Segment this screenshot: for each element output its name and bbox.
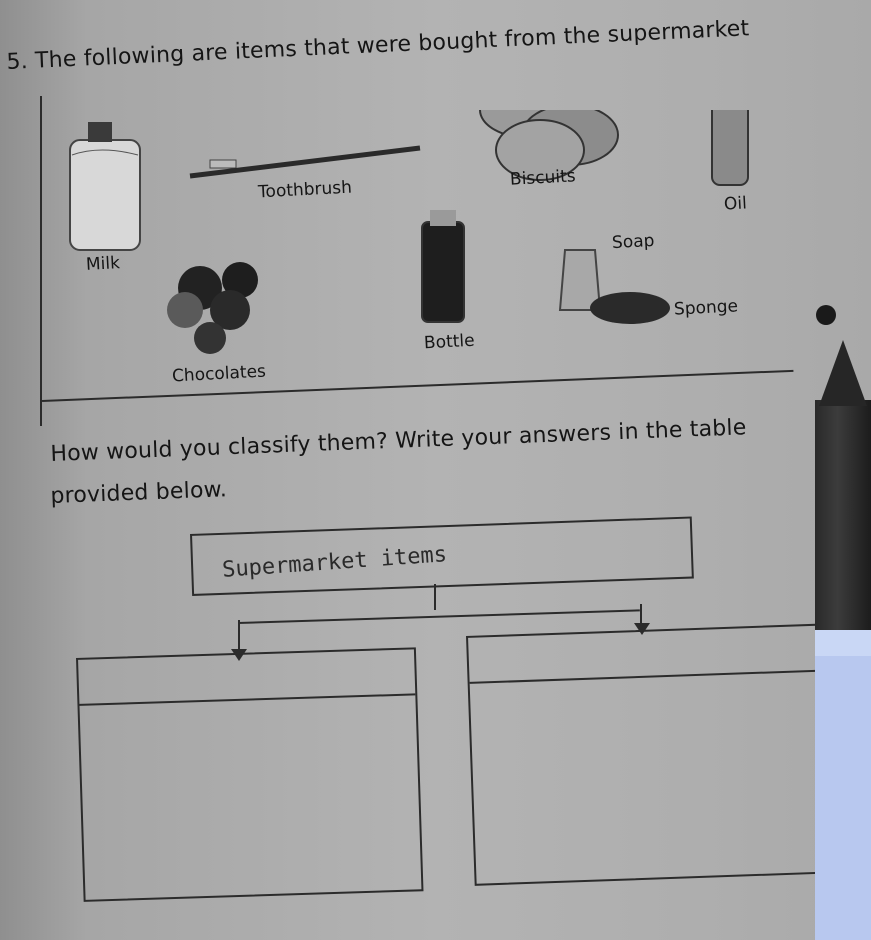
category-right-items-field[interactable] xyxy=(478,680,818,870)
ink-dot xyxy=(816,305,836,325)
label-milk: Milk xyxy=(85,253,121,275)
soap-icon xyxy=(560,250,600,310)
label-soap: Soap xyxy=(611,230,655,254)
instruction-line-1: How would you classify them? Write your answers in the table xyxy=(50,415,747,467)
category-box-right xyxy=(466,623,839,886)
frame-left-line xyxy=(40,96,42,426)
label-chocolates: Chocolates xyxy=(171,361,267,387)
sponge-icon xyxy=(590,292,670,324)
items-illustration xyxy=(60,110,840,400)
connector-horizontal xyxy=(238,609,640,624)
root-category-label: Supermarket items xyxy=(221,542,448,583)
category-box-left xyxy=(76,647,423,902)
oil-bottle-icon xyxy=(712,110,748,185)
label-oil: Oil xyxy=(723,193,748,215)
category-left-items-field[interactable] xyxy=(88,704,403,886)
toothbrush-icon xyxy=(190,148,420,176)
label-toothbrush: Toothbrush xyxy=(257,177,353,203)
label-sponge: Sponge xyxy=(673,296,739,320)
label-biscuits: Biscuits xyxy=(509,166,577,190)
category-left-name-field[interactable] xyxy=(86,658,397,698)
instruction-line-2: provided below. xyxy=(50,477,228,509)
label-bottle: Bottle xyxy=(423,330,476,354)
pen-grip xyxy=(815,656,871,940)
bottle-icon xyxy=(422,210,464,322)
question-text: 5. The following are items that were bought from the supermarket xyxy=(6,16,750,75)
chocolates-icon xyxy=(167,262,258,354)
connector-stem xyxy=(434,584,436,610)
pen-band xyxy=(815,630,871,656)
pen-tip-icon xyxy=(815,336,871,406)
category-right-name-field[interactable] xyxy=(476,634,811,676)
milk-jug-icon xyxy=(70,122,140,250)
